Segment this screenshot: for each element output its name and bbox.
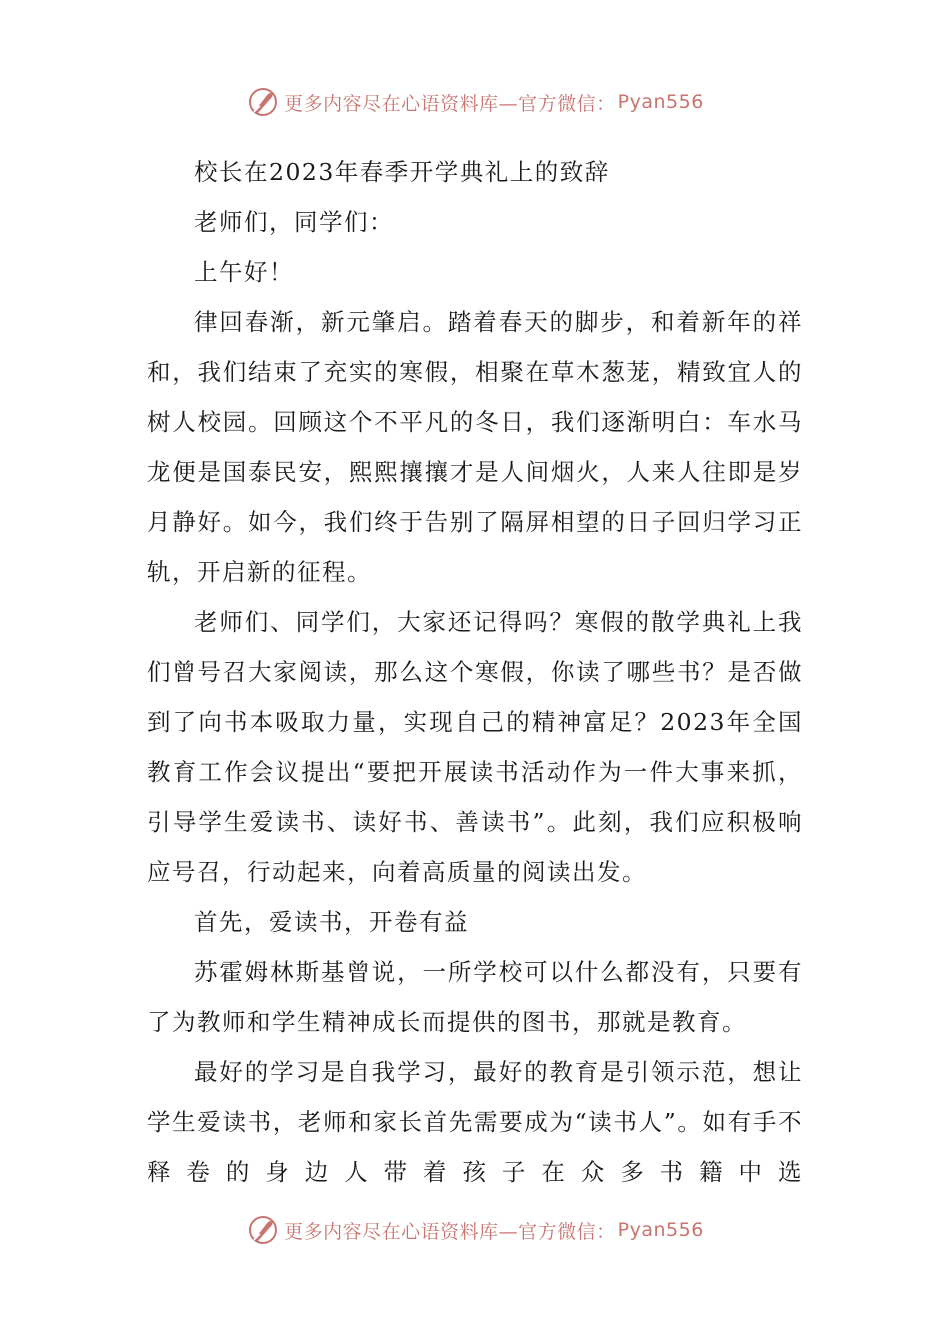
- watermark-handle: Pyan556: [617, 1219, 704, 1241]
- quill-logo-icon: [246, 85, 280, 119]
- paragraph: 苏霍姆林斯基曾说，一所学校可以什么都没有，只要有了为教师和学生精神成长而提供的图书，那就是教育。: [147, 958, 803, 1036]
- paragraph: 律回春渐，新元肇启。踏着春天的脚步，和着新年的祥和，我们结束了充实的寒假，相聚在草木葱茏，精致宜人的树人校园。回顾这个不平凡的冬日，我们逐渐明白：车水马龙便是国泰民安，熙熙攘攘才是人间烟火，人来人往即是岁月静好。如今，我们终于告别了隔屏相望的日子回归学习正轨，开启新的征程。: [147, 308, 803, 586]
- salutation: 老师们，同学们：: [194, 208, 394, 236]
- paragraph: 老师们、同学们，大家还记得吗？寒假的散学典礼上我们曾号召大家阅读，那么这个寒假，你读了哪些书？是否做到了向书本吸取力量，实现自己的精神富足？2023年全国教育工作会议提出“要把开展读书活动作为一件大事来抓，引导学生爱读书、读好书、善读书”。此刻，我们应积极响应号召，行动起来，向着高质量的阅读出发。: [147, 608, 803, 886]
- document-title: 校长在2023年春季开学典礼上的致辞: [194, 158, 610, 186]
- section-heading: 首先，爱读书，开卷有益: [194, 908, 469, 936]
- watermark-text: 更多内容尽在心语资料库—官方微信：: [284, 1220, 616, 1243]
- watermark-handle: Pyan556: [617, 91, 704, 113]
- quill-logo-icon: [246, 1213, 280, 1247]
- paragraph: 最好的学习是自我学习，最好的教育是引领示范，想让学生爱读书，老师和家长首先需要成为“读书人”。如有手不释卷的身边人带着孩子在众多书籍中选: [147, 1058, 803, 1186]
- greeting: 上午好！: [194, 258, 294, 286]
- document-body: [147, 147, 803, 1197]
- watermark-text: 更多内容尽在心语资料库—官方微信：: [284, 92, 616, 115]
- footer-watermark: [0, 1210, 950, 1250]
- header-watermark: [0, 82, 950, 122]
